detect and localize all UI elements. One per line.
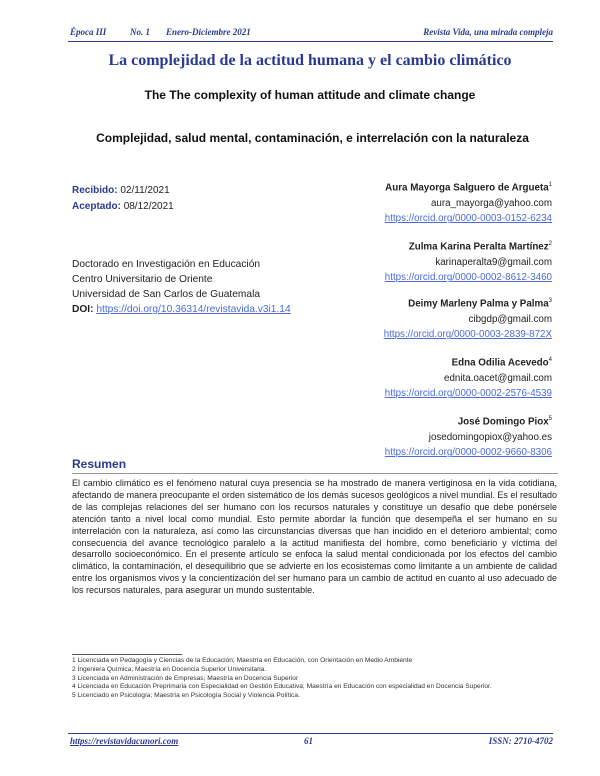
footnote-rule (72, 654, 182, 655)
author-footnote-mark: 3 (548, 298, 552, 304)
received-label: Recibido: (72, 185, 118, 196)
author-footnote-mark: 2 (548, 241, 552, 247)
footer-rule (68, 733, 553, 734)
accepted-label: Aceptado: (72, 201, 121, 212)
author-orcid-link[interactable]: https://orcid.org/0000-0003-2839-872X (383, 329, 552, 341)
doi-label: DOI: (72, 304, 94, 315)
author-name: Aura Mayorga Salguero de Argueta (385, 182, 549, 194)
author-footnote-mark: 1 (548, 182, 552, 188)
author-2 (385, 237, 552, 286)
author-orcid-link[interactable]: https://orcid.org/0000-0002-9660-8306 (384, 447, 552, 459)
author-3 (384, 294, 552, 343)
author-footnote-mark: 5 (548, 416, 552, 422)
author-5 (385, 412, 552, 461)
author-email[interactable]: ednita.oacet@gmail.com (444, 372, 552, 384)
header-periodo: Enero-Diciembre 2021 (166, 27, 251, 37)
accepted-value: 08/12/2021 (123, 201, 174, 212)
header-numero: No. 1 (130, 27, 150, 37)
author-4 (385, 353, 552, 402)
footer-url-link[interactable]: https://revistavidacunori.com (70, 736, 179, 746)
resumen-rule (72, 473, 558, 474)
author-email[interactable]: cibgdp@gmail.com (468, 313, 552, 325)
article-title: La complejidad de la actitud humana y el cambio climático (108, 52, 512, 69)
footnote-1: 1 Licenciada en Pedagogía y Ciencias de la Educación; Maestría en Educación, con Orientación en Medio Ambiente (72, 657, 413, 664)
received-date (72, 185, 170, 196)
footnote-5: 5 Licenciado en Psicología; Maestría en Psicología Social y Violencia Política. (72, 692, 300, 700)
author-orcid-link[interactable]: https://orcid.org/0000-0002-8612-3460 (384, 272, 552, 284)
resumen-text: El cambio climático es el fenómeno natural cuya presencia se ha mostrado de manera vertiginosa en la vida cotidiana, afectando de manera preocupante el orden sistemático de los demás sucesos geológicos a nivel mundial. Es el resultado de las complejas relaciones del ser humano con los recursos naturales y constituye un desafío que debe ponérsele atención tanto a nivel local como mundial. Esto permite abordar la función que desempeña el ser humano en su interrelación con la naturaleza, así como las circunstancias diversas que han incidido en el deterioro ambiental; como consecuencia del avance tecnológico paralelo a la actitud manifiesta del hombre, como beneficiario y víctima del desarrollo socioeconómico. En el presente artículo se enfoca la salud mental condicionada por los efectos del cambio climático, la contaminación, el desequilibrio que se advierte en los ecosistemas como limitante a un ambiente de calidad entre los organismos vivos y la concientización del ser humano para un cambio de actitud en cuanto al uso adecuado de los recursos naturales, para asegurar un mundo sustentable. (72, 478, 557, 596)
author-footnote-mark: 4 (548, 357, 552, 363)
author-name: José Domingo Piox (457, 416, 549, 428)
footer-issn: ISSN: 2710-4702 (488, 736, 553, 746)
affiliation-center: Centro Universitario de Oriente (72, 274, 213, 285)
doi-line (72, 302, 291, 317)
doi-link[interactable]: https://doi.org/10.36314/revistavida.v3i1.14 (96, 304, 291, 315)
affiliation-university: Universidad de San Carlos de Guatemala (72, 289, 261, 300)
affiliation-block (72, 257, 291, 317)
footnote-2: 2 Ingeniera Química; Maestría en Docencia Superior Universitaria. (72, 665, 267, 673)
affiliation-program: Doctorado en Investigación en Educación (72, 259, 261, 270)
header-revista: Revista Vida, una mirada compleja (423, 27, 553, 37)
author-email[interactable]: aura_mayorga@yahoo.com (430, 197, 552, 209)
keywords-title: Complejidad, salud mental, contaminación, e interrelación con la naturaleza (96, 131, 529, 145)
author-1 (385, 178, 552, 227)
header-epoca: Época III (70, 27, 107, 37)
author-orcid-link[interactable]: https://orcid.org/0000-0003-0152-6234 (384, 213, 552, 225)
received-value: 02/11/2021 (120, 185, 170, 196)
author-email[interactable]: josedomingopiox@yahoo.es (428, 431, 552, 443)
author-orcid-link[interactable]: https://orcid.org/0000-0002-2576-4539 (384, 388, 552, 400)
author-name: Edna Odilia Acevedo (451, 357, 549, 369)
footnotes (72, 657, 557, 701)
author-email[interactable]: karinaperalta9@gmail.com (435, 256, 552, 268)
footnote-3: 3 Licenciada en Administración de Empresas; Maestría en Docencia Superior (72, 674, 299, 682)
author-name: Zulma Karina Peralta Martínez (408, 241, 549, 253)
resumen-heading: Resumen (72, 457, 127, 471)
article-subtitle: The The complexity of human attitude and climate change (144, 88, 476, 102)
author-name: Deimy Marleny Palma y Palma (408, 298, 549, 310)
footnote-4: 4 Licenciada en Educación Preprimaria con Especialidad en Gestión Educativa; Maestría en Educación con especialidad en Docencia Superior. (72, 683, 492, 691)
header-rule (68, 41, 553, 42)
page-number: 61 (304, 736, 313, 746)
accepted-date (72, 201, 174, 212)
